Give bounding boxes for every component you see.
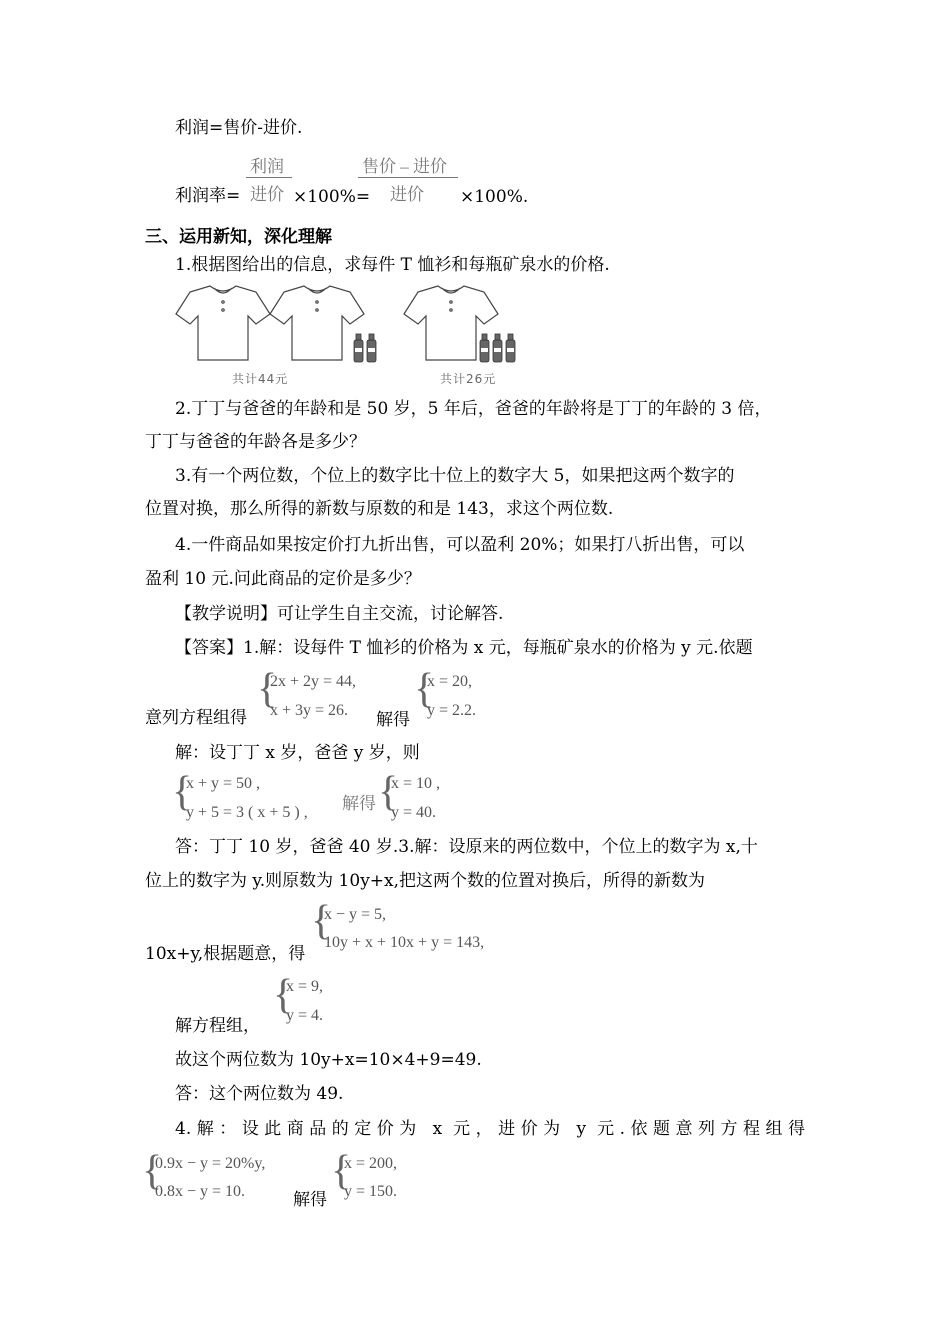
a3-equation-2: 10y + x + 10x + y = 143, <box>324 934 485 951</box>
frac2-bar <box>358 177 458 178</box>
brace: { <box>311 898 332 944</box>
problem-4-line-1: 4.一件商品如果按定价打九折出售，可以盈利 20%；如果打八折出售，可以 <box>175 535 745 555</box>
figure-caption-left: 共计44元 <box>232 372 289 386</box>
brace: { <box>414 666 435 712</box>
tshirt-icon <box>176 286 270 360</box>
a4-equation-2: 0.8x − y = 10. <box>155 1183 246 1200</box>
problem-3-line-2: 位置对换，那么所得的新数与原数的和是 143，求这个两位数. <box>145 499 614 519</box>
frac1-numerator: 利润 <box>250 157 284 176</box>
a3-prefix: 10x+y,根据题意，得 <box>145 944 306 964</box>
a2-equation-2: y + 5 = 3 ( x + 5 ) , <box>186 804 308 821</box>
brace: { <box>172 769 193 815</box>
section-title: 三、运用新知，深化理解 <box>145 227 332 247</box>
brace: { <box>257 666 278 712</box>
a2-solution-1: x = 10 , <box>391 775 441 792</box>
tshirt-icon <box>270 286 364 360</box>
a1-prefix: 意列方程组得 <box>145 708 247 728</box>
frac1-denominator: 进价 <box>250 185 284 204</box>
frac1-bar <box>246 177 292 178</box>
a3-solution-1: x = 9, <box>286 978 324 995</box>
a3-solve-label: 解方程组， <box>175 1016 260 1036</box>
a4-solution-2: y = 150. <box>344 1183 398 1200</box>
brace: { <box>273 972 294 1018</box>
teaching-note: 【教学说明】可让学生自主交流，讨论解答. <box>175 604 504 624</box>
answer-3-line-2: 位上的数字为 y.则原数为 10y+x,把这两个数的位置对换后，所得的新数为 <box>145 871 706 891</box>
a2-equation-1: x + y = 50 , <box>186 775 261 792</box>
brace: { <box>142 1148 163 1194</box>
profit-rate-label: 利润率= <box>175 186 241 206</box>
a3-equation-1: x − y = 5, <box>324 906 387 923</box>
answer-3-line-1: 答：丁丁 10 岁，爸爸 40 岁.3.解：设原来的两位数中，个位上的数字为 x,十 <box>175 837 758 857</box>
a1-solve-label: 解得 <box>376 710 410 730</box>
a4-solve-label: 解得 <box>293 1190 327 1210</box>
problem-2-line-1: 2.丁丁与爸爸的年龄和是 50 岁，5 年后，爸爸的年龄将是丁丁的年龄的 3 倍， <box>175 399 772 419</box>
a4-solution-1: x = 200, <box>344 1155 398 1172</box>
frac2-denominator: 进价 <box>390 185 424 204</box>
brace: { <box>331 1148 352 1194</box>
answer-4-line-1: 4.解：设此商品的定价为 x 元，进价为 y 元.依题意列方程组得 <box>175 1119 805 1139</box>
problem-2-line-2: 丁丁与爸爸的年龄各是多少？ <box>145 432 366 452</box>
a2-solution-2: y = 40. <box>391 804 437 821</box>
a1-solution-2: y = 2.2. <box>427 702 477 719</box>
a3-result: 故这个两位数为 10y+x=10×4+9=49. <box>175 1050 482 1070</box>
profit-formula: 利润=售价-进价. <box>175 118 303 138</box>
a1-equation-2: x + 3y = 26. <box>270 702 349 719</box>
a1-equation-1: 2x + 2y = 44, <box>270 673 357 690</box>
profit-rate-end: ×100%. <box>460 187 529 207</box>
problem-1: 1.根据图给出的信息，求每件 T 恤衫和每瓶矿泉水的价格. <box>175 255 610 275</box>
problem-3-line-1: 3.有一个两位数，个位上的数字比十位上的数字大 5，如果把这两个数字的 <box>175 466 735 486</box>
profit-rate-mid: ×100%= <box>293 187 371 207</box>
answer-1-line-1: 【答案】1.解：设每件 T 恤衫的价格为 x 元，每瓶矿泉水的价格为 y 元.依题 <box>175 638 753 658</box>
frac2-numerator: 售价 – 进价 <box>362 157 447 176</box>
a1-solution-1: x = 20, <box>427 673 473 690</box>
a3-solution-2: y = 4. <box>286 1007 324 1024</box>
a3-answer: 答：这个两位数为 49. <box>175 1084 344 1104</box>
figure-caption-right: 共计26元 <box>440 372 497 386</box>
answer-2-line-1: 解：设丁丁 x 岁，爸爸 y 岁，则 <box>175 743 420 763</box>
brace: { <box>378 769 399 815</box>
a2-solve-label: 解得 <box>342 794 376 813</box>
problem-4-line-2: 盈利 10 元.问此商品的定价是多少？ <box>145 569 421 589</box>
a4-equation-1: 0.9x − y = 20%y, <box>155 1155 266 1172</box>
